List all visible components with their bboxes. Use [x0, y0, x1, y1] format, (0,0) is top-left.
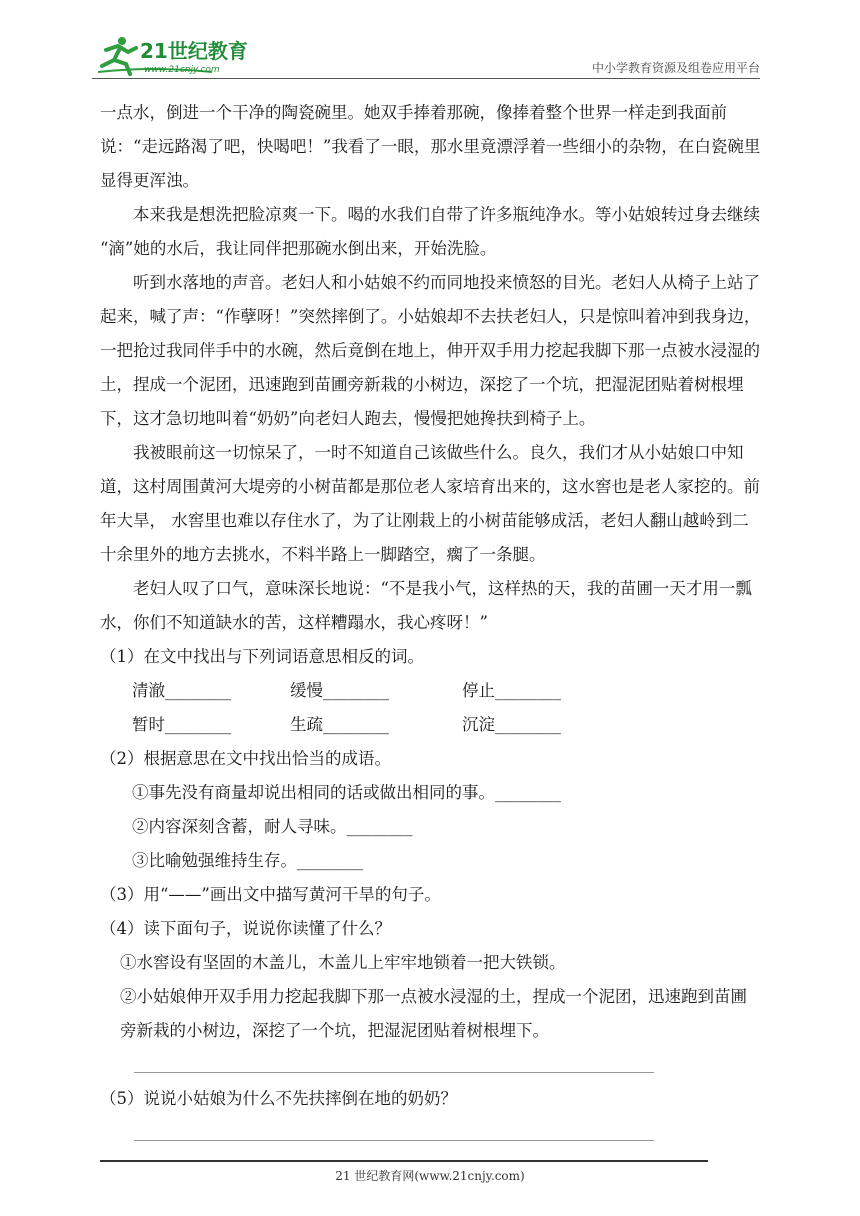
site-logo — [92, 32, 262, 76]
logo-text: 21世纪教育 — [140, 39, 248, 63]
footer-divider — [100, 1160, 708, 1162]
antonym-row — [100, 708, 762, 742]
idiom-item[interactable]: ③比喻勉强维持生存。________ — [132, 851, 363, 870]
antonym-blank[interactable]: 生疏________ — [290, 715, 389, 734]
page-header — [92, 30, 760, 80]
antonym-blank[interactable]: 停止________ — [462, 681, 561, 700]
question-4: （4）读下面句子，说说你读懂了什么？ — [100, 919, 391, 938]
answer-line[interactable] — [100, 1116, 762, 1150]
passage-paragraph: 本来我是想洗把脸凉爽一下。喝的水我们自带了许多瓶纯净水。等小姑娘转过身去继续 “滴”她的水后，我让同伴把那碗水倒出来，开始洗脸。 — [100, 205, 760, 258]
idiom-item[interactable]: ①事先没有商量却说出相同的话或做出相同的事。________ — [132, 783, 561, 802]
passage-paragraph: 我被眼前这一切惊呆了，一时不知道自己该做些什么。良久，我们才从小姑娘口中知道，这村周围黄河大堤旁的小树苗都是那位老人家培育出来的，这水窖也是老人家挖的。前年大旱， 水窖里也难以存住水了，为了让刚栽上的小树苗能够成活，老妇人翻山越岭到二十余里外的地方去挑水，不料半路上一脚踏空，瘸了一条腿。 — [100, 443, 760, 564]
passage-paragraph: 老妇人叹了口气，意味深长地说：“不是我小气，这样热的天，我的苗圃一天才用一瓢水，你们不知道缺水的苦，这样糟蹋水，我心疼呀！” — [100, 579, 752, 632]
passage-paragraph: 一点水，倒进一个干净的陶瓷碗里。她双手捧着那碗，像捧着整个世界一样走到我面前说：“走远路渴了吧，快喝吧！”我看了一眼，那水里竟漂浮着一些细小的杂物，在白瓷碗里显得更浑浊。 — [100, 103, 761, 190]
sentence-item: ②小姑娘伸开双手用力挖起我脚下那一点被水浸湿的土，捏成一个泥团，迅速跑到苗圃旁新栽的小树边，深挖了一个坑，把湿泥团贴着树根埋下。 — [120, 987, 747, 1040]
runner-icon — [102, 37, 136, 74]
passage-paragraph: 听到水落地的声音。老妇人和小姑娘不约而同地投来愤怒的目光。老妇人从椅子上站了起来，喊了声：“作孽呀！”突然摔倒了。小姑娘却不去扶老妇人，只是惊叫着冲到我身边，一把抢过我同伴手中的水碗，然后竟倒在地上，伸开双手用力挖起我脚下那一点被水浸湿的土，捏成一个泥团，迅速跑到苗圃旁新栽的小树边，深挖了一个坑，把湿泥团贴着树根埋下，这才急切地叫着“奶奶”向老妇人跑去，慢慢把她搀扶到椅子上。 — [100, 273, 761, 428]
header-divider — [92, 78, 760, 79]
idiom-item[interactable]: ②内容深刻含蓄，耐人寻味。________ — [132, 817, 413, 836]
sentence-item: ①水窖设有坚固的木盖儿，木盖儿上牢牢地锁着一把大铁锁。 — [120, 953, 566, 972]
answer-line[interactable] — [100, 1048, 762, 1082]
document-body — [100, 96, 762, 1150]
antonym-blank[interactable]: 沉淀________ — [462, 715, 561, 734]
page-footer: 21 世纪教育网(www.21cnjy.com) — [335, 1169, 525, 1183]
logo-url: www.21cnjy.com — [144, 65, 220, 75]
question-2: （2）根据意思在文中找出恰当的成语。 — [100, 749, 391, 768]
question-3: （3）用“——”画出文中描写黄河干旱的句子。 — [100, 885, 441, 904]
question-1: （1）在文中找出与下列词语意思相反的词。 — [100, 647, 424, 666]
antonym-blank[interactable]: 暂时________ — [132, 715, 231, 734]
antonym-row — [100, 674, 762, 708]
platform-name: 中小学教育资源及组卷应用平台 — [591, 61, 760, 75]
antonym-blank[interactable]: 缓慢________ — [290, 681, 389, 700]
question-5: （5）说说小姑娘为什么不先扶摔倒在地的奶奶？ — [100, 1089, 457, 1108]
antonym-blank[interactable]: 清澈________ — [132, 681, 231, 700]
